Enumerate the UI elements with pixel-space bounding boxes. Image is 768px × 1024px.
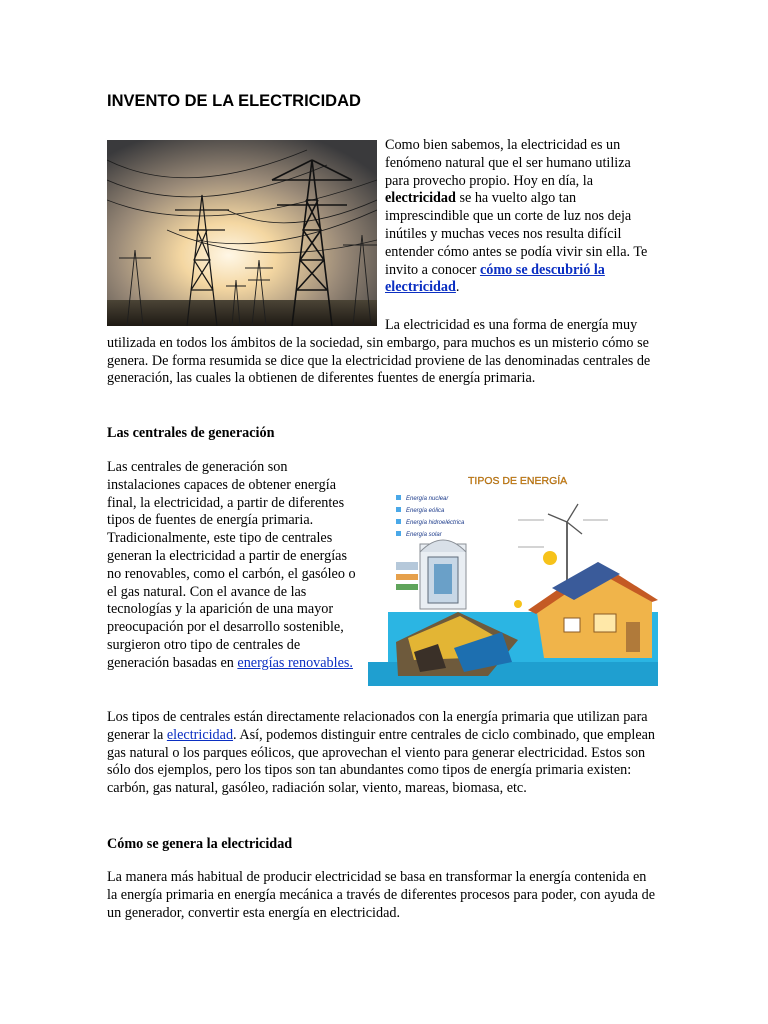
- intro-paragraph: Como bien sabemos, la electricidad es un fenómeno natural que el ser humano utiliza para provecho propio. Hoy en día, la electricidad se ha vuelto algo tan imprescindible que un corte de luz nos deja inútiles y muchas veces nos resulta difícil entender cómo antes se podía vivir sin ella. Te invito a conocer cómo se descubrió la electricidad.: [385, 137, 648, 296]
- paragraph-centrales: Las centrales de generación son instalaciones capaces de obtener energía final, la electricidad, a partir de diferentes tipos de fuentes de energía primaria. Tradicionalmente, este tipo de centrales generan la electricidad a partir de energías no renovables, como el carbón, el gasóleo o el gas natural. Con el avance de las tecnologías y la aparición de una mayor preocupación por el desarrollo sostenible, surgieron otro tipo de centrales de generación basadas en energías renovables.: [107, 459, 356, 671]
- legend-solar: Energía solar: [406, 532, 442, 538]
- link-energias-renovables[interactable]: energías renovables.: [237, 654, 353, 671]
- link-electricidad[interactable]: electricidad: [166, 726, 234, 743]
- legend-eolica: Energía eólica: [406, 508, 445, 514]
- diagram-title: TIPOS DE ENERGÍA: [468, 475, 568, 487]
- paragraph-tipos-centrales: Los tipos de centrales están directamente relacionados con la energía primaria que utilizan para generar la electricidad. Así, podemos distinguir entre centrales de ciclo combinado, que emplean gas natural o los parques eólicos, que aprovechan el viento para generar electricidad. Estos son sólo dos ejemplos, pero los tipos son tan abundantes como tipos de energía primaria existen: carbón, gas natural, gasóleo, radiación solar, viento, mareas, biomasa, etc.: [107, 709, 656, 797]
- energy-types-diagram: [368, 462, 658, 686]
- bold-electricidad: electricidad: [385, 190, 456, 207]
- heading-como-se-genera: Cómo se genera la electricidad: [107, 836, 293, 852]
- paragraph-electricity-energy: La electricidad es una forma de energía muy utilizada en todos los ámbitos de la sociedad, sin embargo, para muchos es un misterio cómo se genera. De forma resumida se dice que la electricidad proviene de las denominadas centrales de generación, las cuales la obtienen de diferentes fuentes de energía primaria.: [107, 317, 651, 387]
- document-title: INVENTO DE LA ELECTRICIDAD: [107, 92, 361, 110]
- link-como-se-descubrio[interactable]: cómo se descubrió la electricidad: [385, 261, 605, 296]
- paragraph-como-se-genera: La manera más habitual de producir electricidad se basa en transformar la energía contenida en la energía primaria en energía mecánica a través de diferentes procesos para poder, con ayuda de un generador, convertir esta energía en electricidad.: [107, 869, 656, 921]
- legend-nuclear: Energía nuclear: [406, 496, 449, 502]
- legend-hidro: Energía hidroeléctrica: [406, 520, 465, 526]
- power-towers-photo: [107, 140, 377, 326]
- heading-centrales: Las centrales de generación: [107, 425, 275, 441]
